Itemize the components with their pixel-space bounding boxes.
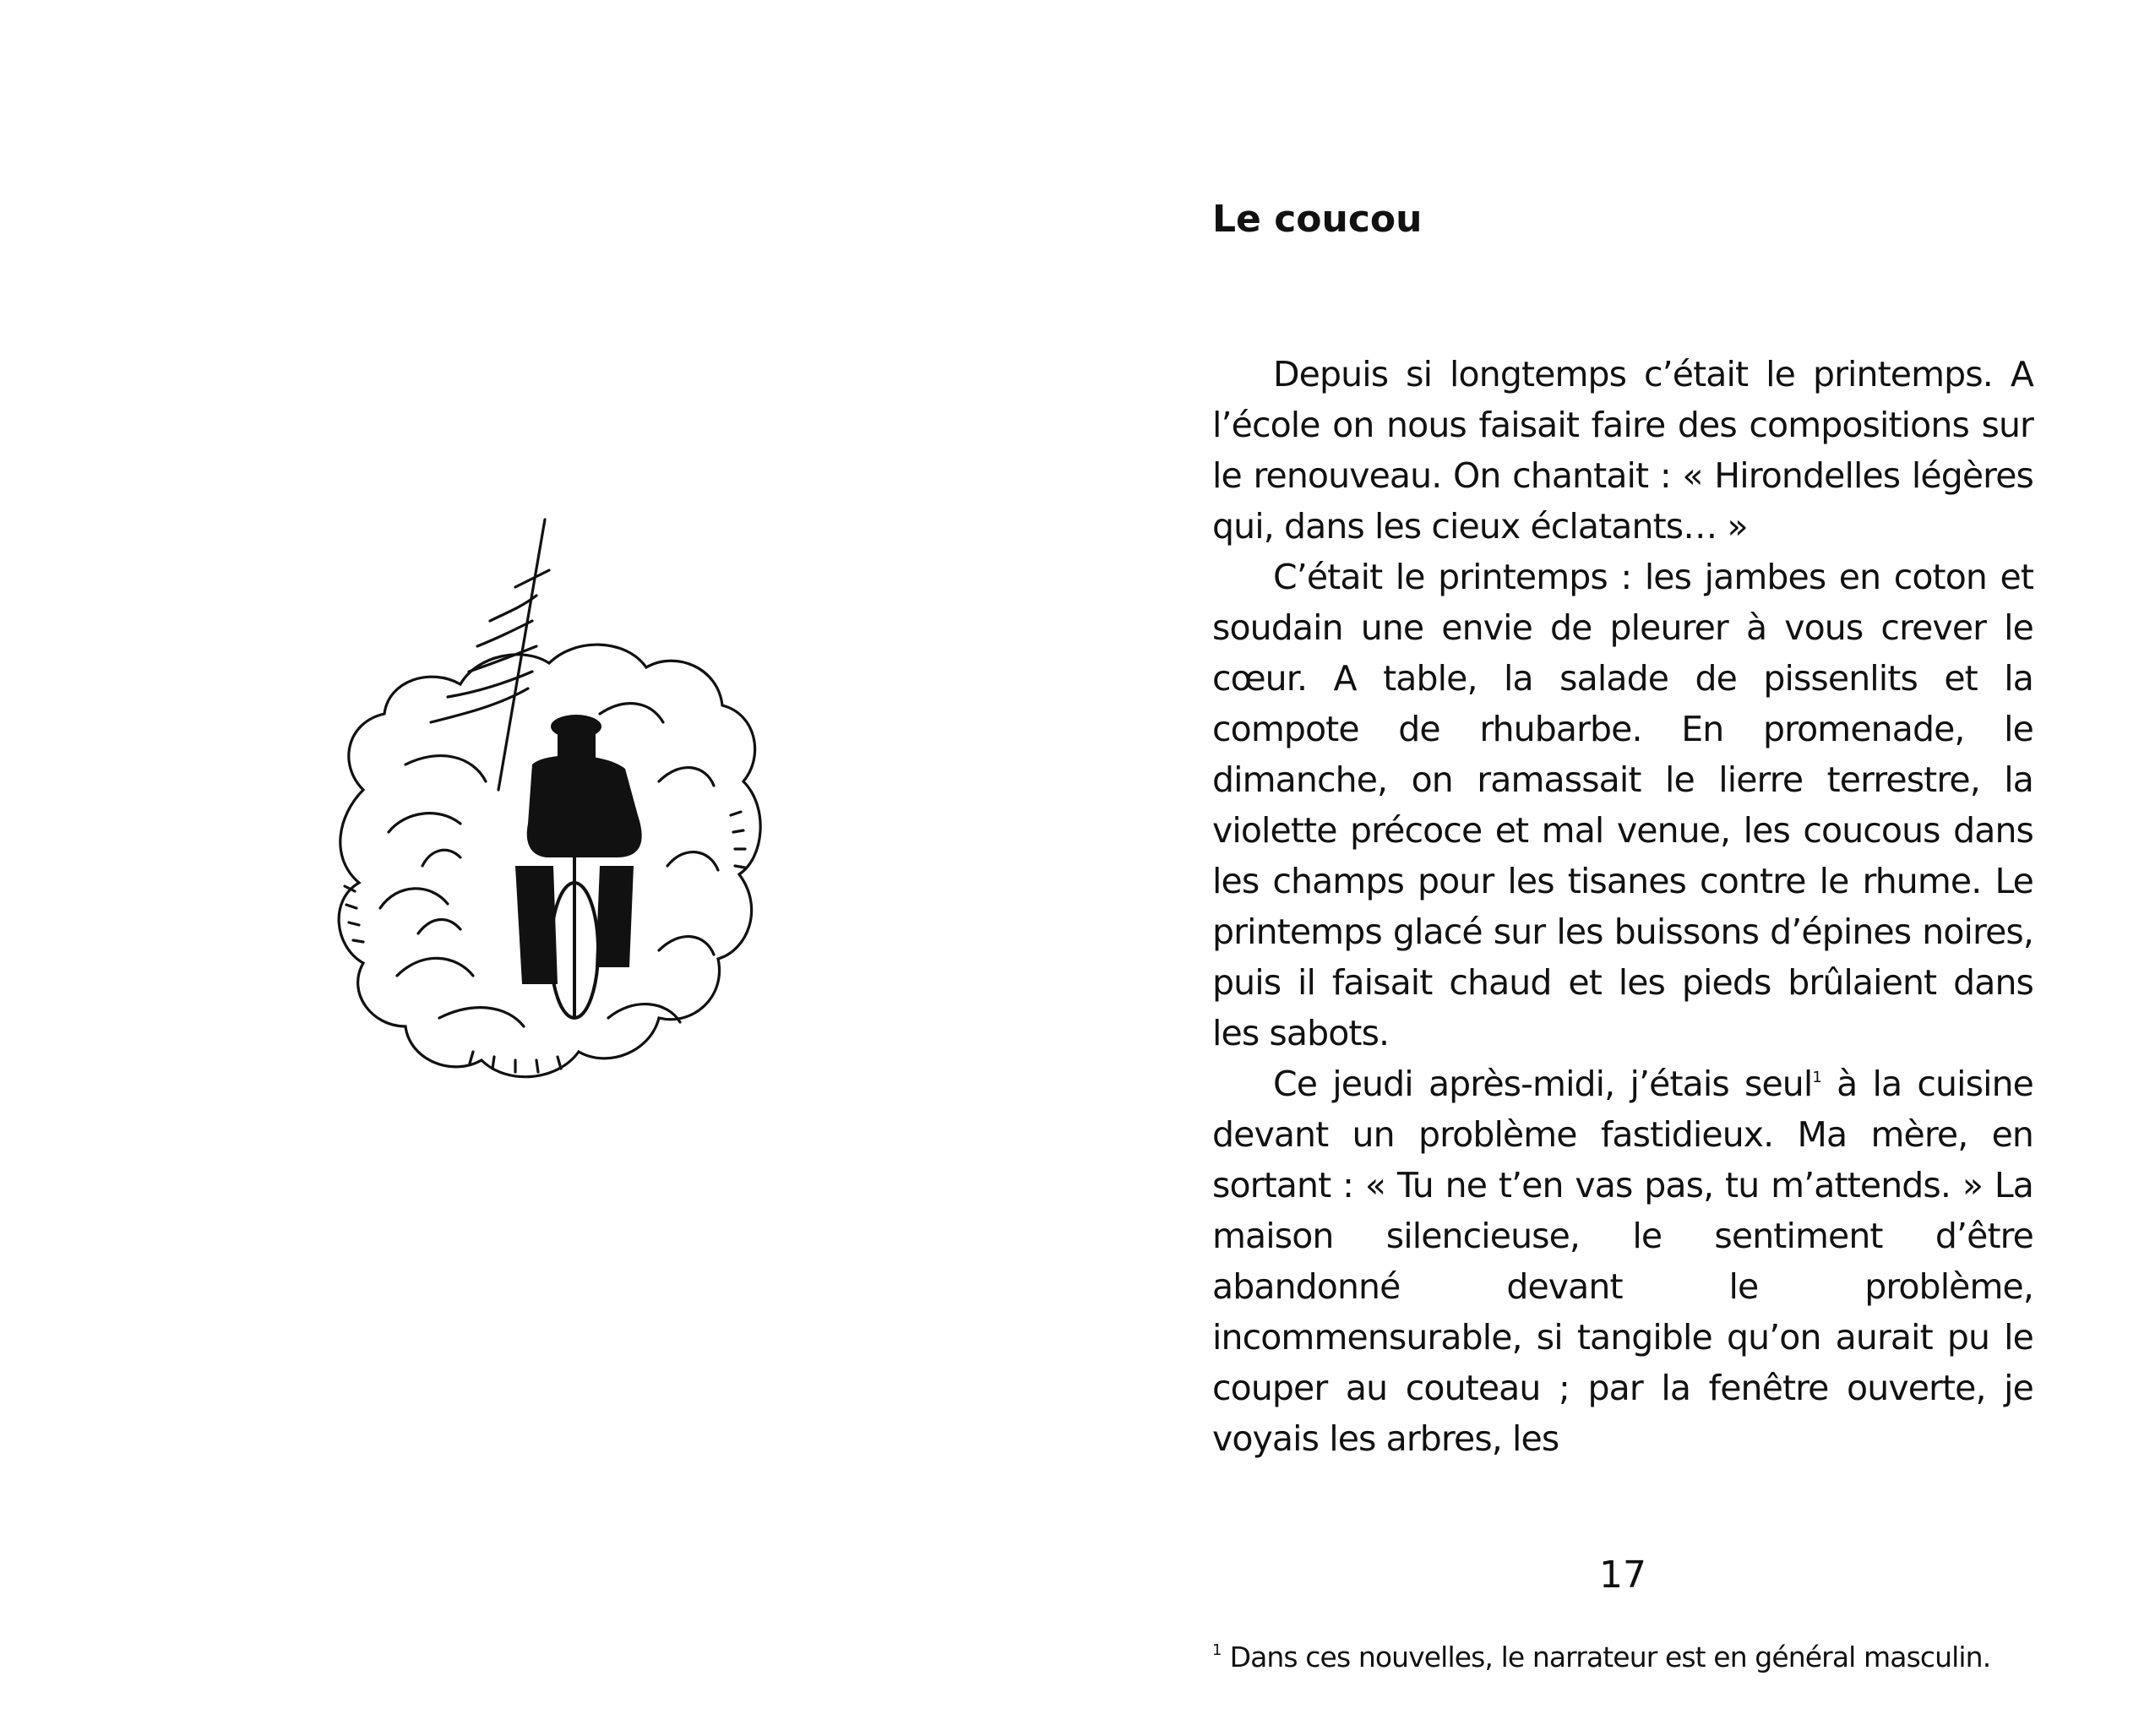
text-page: [1212, 0, 2033, 1736]
footnote-marker: 1: [1212, 1641, 1222, 1659]
page-number: 17: [1599, 1554, 1646, 1597]
footnote-text: Dans ces nouvelles, le narrateur est en général masculin.: [1229, 1641, 1991, 1673]
footnote: [1212, 1643, 2033, 1671]
chapter-body: [1212, 349, 2033, 1464]
footnote-reference: 1: [1812, 1069, 1821, 1086]
paragraph-text: Ce jeudi après-midi, j’étais seul: [1273, 1064, 1813, 1104]
paragraph-text: à la cuisine devant un problème fastidieux. Ma mère, en sortant : « Tu ne t’en vas pas, tu m’attends. » La maison silencieuse, le sentiment d’être abandonné devant le problème, incommensurable, si tangible qu’on aurait pu le couper au couteau ; par la fenêtre ouverte, je voyais les arbres, les: [1212, 1064, 2033, 1459]
paragraph: Depuis si longtemps c’était le printemps. A l’école on nous faisait faire des compositions sur le renouveau. On chantait : « Hirondelles légères qui, dans les cieux éclatants… »: [1212, 354, 2033, 547]
paragraph: [1212, 1058, 2033, 1464]
paragraph: C’était le printemps : les jambes en coton et soudain une envie de pleurer à vous crever le cœur. A table, la salade de pissenlits et la compote de rhubarbe. En promenade, le dimanche, on ramassait le lierre terrestre, la violette précoce et mal venue, les coucous dans les champs pour les tisanes contre le rhume. Le printemps glacé sur les buissons d’épines noires, puis il faisait chaud et les pieds brûlaient dans les sabots.: [1212, 557, 2033, 1053]
chapter-title: Le coucou: [1212, 198, 1423, 241]
cyclist-illustration: [304, 511, 777, 1187]
cyclist-drawing-icon: [304, 511, 777, 1187]
